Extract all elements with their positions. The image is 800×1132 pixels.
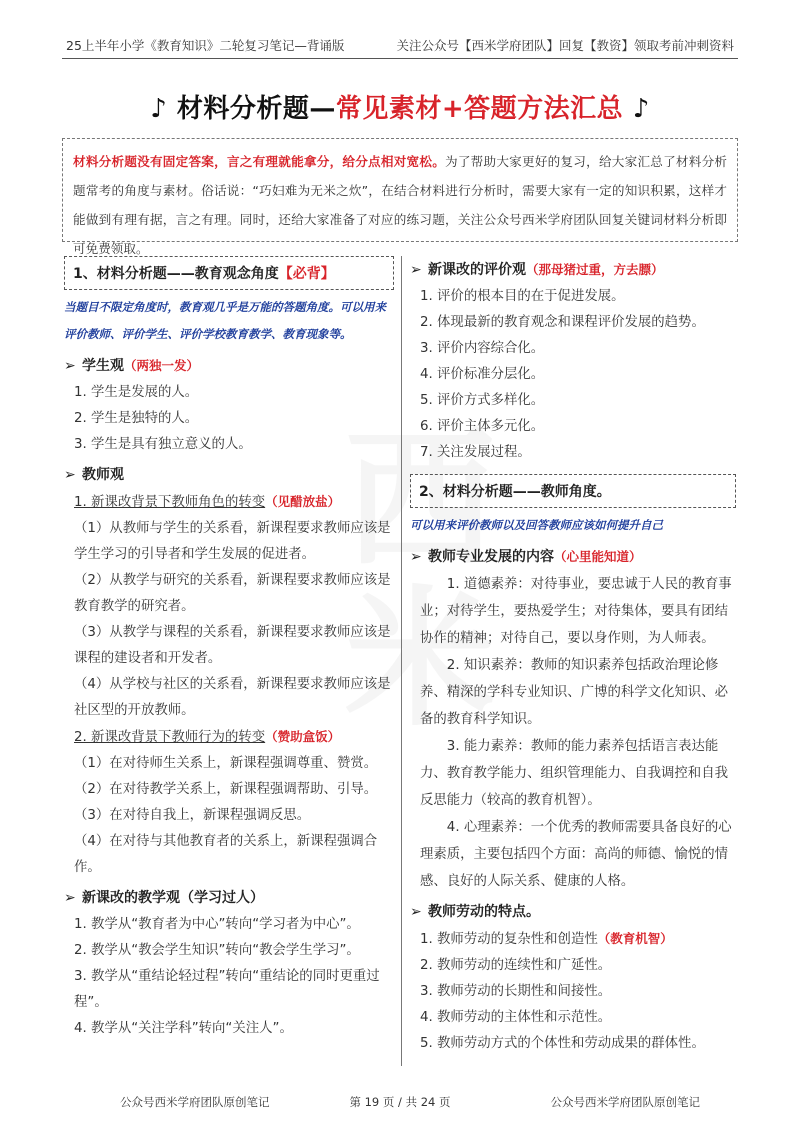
arrow-icon: ➢ — [64, 467, 76, 483]
list-item: 5. 评价方式多样化。 — [420, 393, 545, 408]
student-heading — [64, 352, 394, 380]
list-item: 7. 关注发展过程。 — [420, 445, 531, 460]
teacher-sub2-tag: （赞助盒饭） — [265, 729, 341, 744]
footer-left: 公众号西米学府团队原创笔记 — [120, 1095, 270, 1109]
left-column — [64, 256, 394, 1042]
header-left: 25上半年小学《教育知识》二轮复习笔记—背诵版 — [66, 38, 345, 53]
labor-item-text: 1. 教师劳动的复杂性和创造性 — [420, 932, 598, 947]
student-tag: （两独一发） — [124, 358, 200, 373]
teacher-sub1-text: 1. 新课改背景下教师角色的转变 — [74, 495, 266, 510]
paragraph: 4. 心理素养：一个优秀的教师需要具备良好的心理素质，主要包括四个方面：高尚的师德、愉悦的情感、良好的人际关系、健康的人格。 — [420, 820, 732, 889]
arrow-icon: ➢ — [64, 890, 76, 906]
labor-heading — [410, 899, 736, 926]
list-item: 1. 学生是发展的人。 — [74, 385, 199, 400]
intro-box — [62, 138, 738, 256]
prof-tag: （心里能知道） — [554, 549, 642, 564]
labor-tag: （教育机智） — [597, 931, 673, 946]
list-item: 3. 教师劳动的长期性和间接性。 — [420, 984, 612, 999]
labor-head-text: 教师劳动的特点。 — [428, 904, 540, 920]
paragraph: 2. 知识素养：教师的知识素养包括政治理论修养、精深的学科专业知识、广博的科学文化知识、必备的教育科学知识。 — [420, 658, 728, 727]
list-item: 2. 体现最新的教育观念和课程评价发展的趋势。 — [420, 315, 705, 330]
list-item: 3. 学生是具有独立意义的人。 — [74, 437, 252, 452]
page-number: 第 19 页 / 共 24 页 — [349, 1095, 451, 1109]
footer-right: 公众号西米学府团队原创笔记 — [550, 1095, 700, 1109]
list-item: 2. 教师劳动的连续性和广延性。 — [420, 958, 612, 973]
list-item: 6. 评价主体多元化。 — [420, 419, 545, 434]
section1-tag: 【必背】 — [278, 266, 335, 282]
student-head-text: 学生观 — [82, 358, 124, 374]
list-item: 4. 评价标准分层化。 — [420, 367, 545, 382]
title-red: 常见素材+答题方法汇总 — [335, 94, 624, 124]
list-item: 2. 学生是独特的人。 — [74, 411, 199, 426]
teacher-head-text: 教师观 — [82, 467, 124, 483]
list-item: （2）在对待教学关系上，新课程强调帮助、引导。 — [74, 782, 378, 797]
list-item: 3. 评价内容综合化。 — [420, 341, 545, 356]
teacher-sub1 — [64, 489, 394, 516]
list-item: （1）在对待师生关系上，新课程强调尊重、赞赏。 — [74, 756, 378, 771]
list-item: 4. 教师劳动的主体性和示范性。 — [420, 1010, 612, 1025]
music-note-icon: ♪ — [150, 94, 168, 124]
section2-header — [410, 474, 736, 508]
list-item: 5. 教师劳动方式的个体性和劳动成果的群体性。 — [420, 1036, 705, 1051]
header-divider — [62, 58, 738, 59]
paragraph: 1. 道德素养：对待事业，要忠诚于人民的教育事业；对待学生，要热爱学生；对待集体，要具有团结协作的精神；对待自己，要以身作则，为人师表。 — [420, 577, 732, 646]
intro-text: 为了帮助大家更好的复习，给大家汇总了材料分析题常考的角度与素材。俗话说：“巧妇难为无米之炊”，在结合材料进行分析时，需要大家有一定的知识积累，这样才能做到有理有据，言之有理。同时，还给大家准备了对应的练习题，关注公众号西米学府团队回复关键词材料分析即可免费领取。 — [73, 154, 727, 256]
list-item — [410, 926, 736, 953]
intro-highlight: 材料分析题没有固定答案，言之有理就能拿分，给分点相对宽松。 — [73, 154, 446, 169]
section1-header — [64, 256, 394, 290]
list-item: （3）在对待自我上，新课程强调反思。 — [74, 808, 311, 823]
teacher-sub2 — [64, 724, 394, 751]
list-item: （1）从教师与学生的关系看，新课程要求教师应该是学生学习的引导者和学生发展的促进者。 — [74, 521, 391, 562]
teacher-sub2-text: 2. 新课改背景下教师行为的转变 — [74, 730, 266, 745]
list-item: （3）从教学与课程的关系看，新课程要求教师应该是课程的建设者和开发者。 — [74, 625, 391, 666]
teacher-heading — [64, 462, 394, 489]
prof-heading — [410, 543, 736, 571]
eval-heading — [410, 256, 736, 284]
paragraph: 3. 能力素养：教师的能力素养包括语言表达能力、教育教学能力、组织管理能力、自我调控和自我反思能力（较高的教育机智）。 — [420, 739, 728, 808]
eval-tag: （那母猪过重，方去膘） — [526, 262, 664, 277]
arrow-icon: ➢ — [64, 358, 76, 374]
arrow-icon: ➢ — [410, 549, 422, 565]
teaching-heading — [64, 885, 394, 912]
list-item: 3. 教学从“重结论轻过程”转向“重结论的同时更重过程”。 — [74, 969, 380, 1010]
list-item: （4）从学校与社区的关系看，新课程要求教师应该是社区型的开放教师。 — [74, 677, 391, 718]
list-item: 1. 评价的根本目的在于促进发展。 — [420, 289, 625, 304]
right-column — [410, 256, 736, 1057]
section1-note: 当题目不限定角度时，教育观几乎是万能的答题角度。可以用来评价教师、评价学生、评价学校教育教学、教育现象等。 — [64, 300, 386, 341]
list-item: （4）在对待与其他教育者的关系上，新课程强调合作。 — [74, 834, 378, 875]
arrow-icon: ➢ — [410, 262, 422, 278]
list-item: （2）从教学与研究的关系看，新课程要求教师应该是教育教学的研究者。 — [74, 573, 391, 614]
section2-note: 可以用来评价教师以及回答教师应该如何提升自己 — [410, 518, 663, 532]
list-item: 4. 教学从“关注学科”转向“关注人”。 — [74, 1021, 293, 1036]
eval-head-text: 新课改的评价观 — [428, 262, 526, 278]
prof-head-text: 教师专业发展的内容 — [428, 549, 554, 565]
arrow-icon: ➢ — [410, 904, 422, 920]
teaching-head-text: 新课改的教学观（学习过人） — [82, 890, 264, 906]
page-title — [0, 88, 800, 125]
list-item: 2. 教学从“教会学生知识”转向“教会学生学习”。 — [74, 943, 360, 958]
list-item: 1. 教学从“教育者为中心”转向“学习者为中心”。 — [74, 917, 360, 932]
section1-title: 1、材料分析题——教育观念角度 — [73, 266, 279, 282]
title-black: 材料分析题— — [176, 94, 336, 124]
header-right: 关注公众号【西米学府团队】回复【教资】领取考前冲刺资料 — [396, 38, 734, 53]
section2-title: 2、材料分析题——教师角度。 — [419, 484, 611, 500]
column-divider — [401, 256, 402, 1066]
music-note-icon: ♪ — [632, 94, 650, 124]
teacher-sub1-tag: （见醋放盐） — [265, 494, 341, 509]
